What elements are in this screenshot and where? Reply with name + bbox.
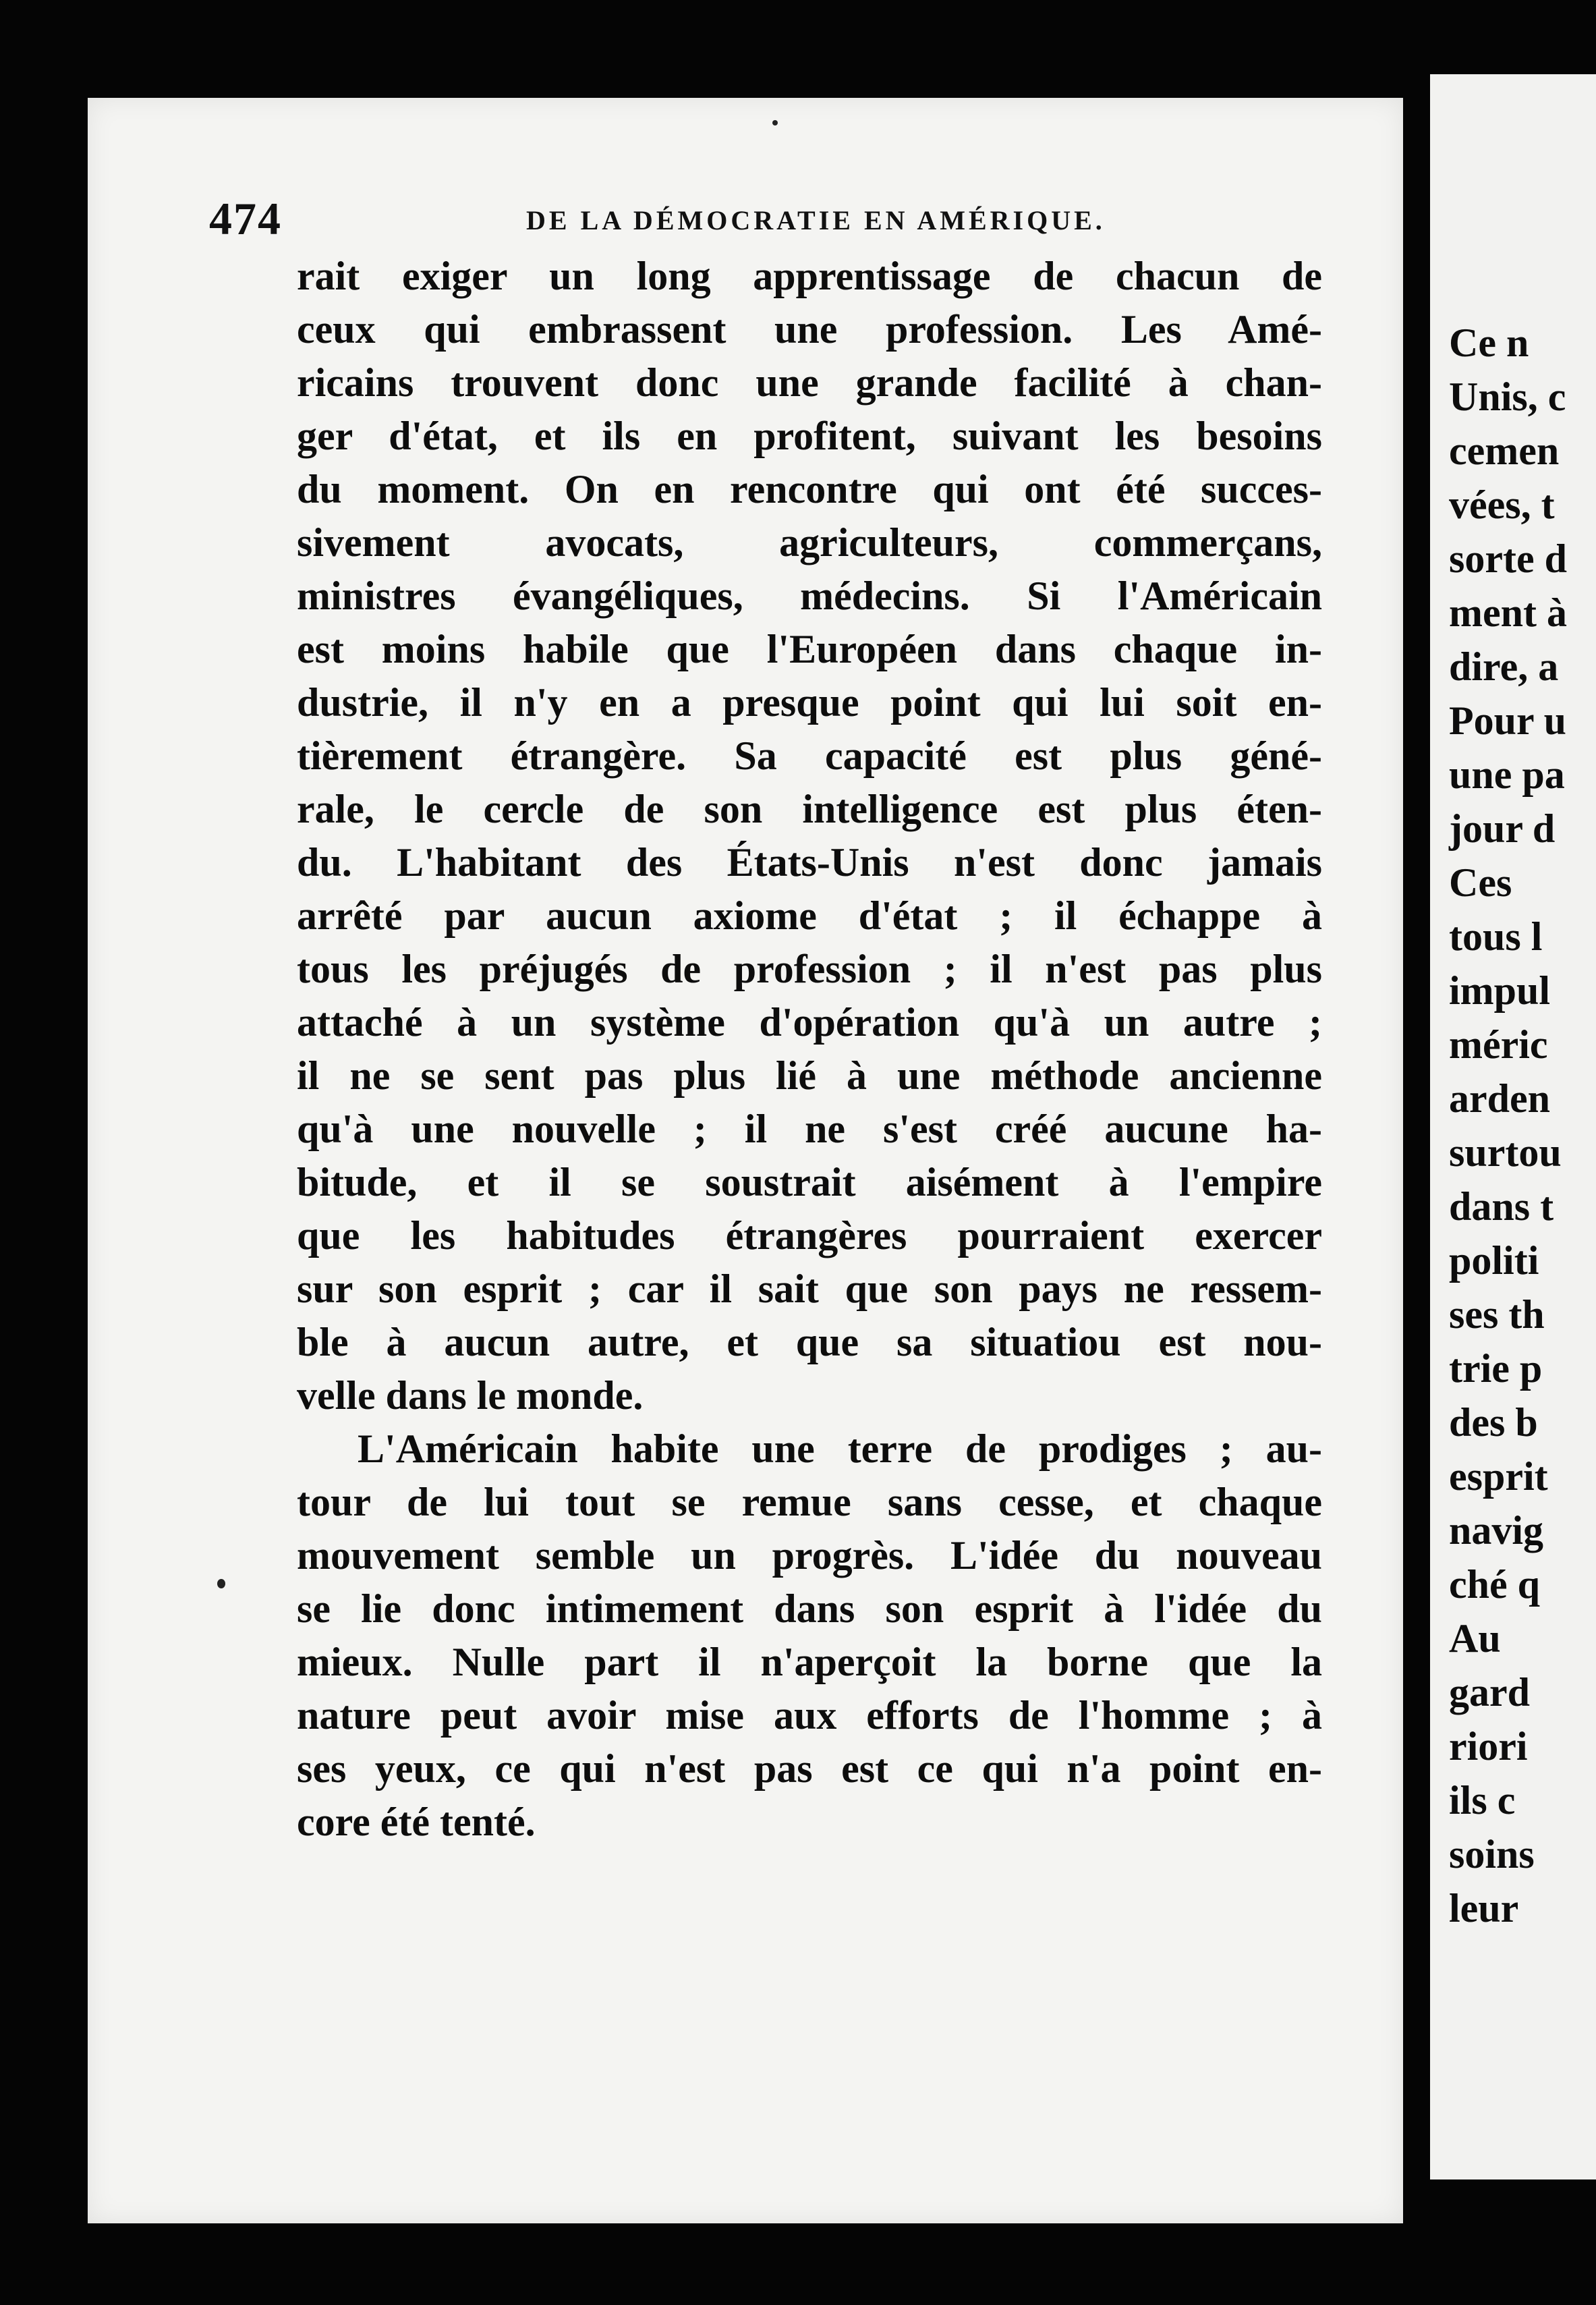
right-page-line: trie p xyxy=(1449,1346,1543,1391)
paragraph xyxy=(297,250,1322,1422)
right-page-line: Ce n xyxy=(1449,321,1529,365)
text-line: tour de lui tout se remue sans cesse, et chaque xyxy=(297,1480,1322,1524)
right-page-line: Pour u xyxy=(1449,698,1566,743)
text-line: sivement avocats, agriculteurs, commerçans, xyxy=(297,520,1322,565)
right-page-line: arden xyxy=(1449,1076,1550,1121)
right-page-line: sorte d xyxy=(1449,536,1567,581)
text-line: tièrement étrangère. Sa capacité est plus géné- xyxy=(297,733,1322,778)
text-line: tous les préjugés de profession ; il n'est pas plus xyxy=(297,947,1322,991)
text-line: ricains trouvent donc une grande facilité à chan- xyxy=(297,360,1322,405)
text-line: dustrie, il n'y en a presque point qui lui soit en- xyxy=(297,680,1322,725)
right-page-line: ment à xyxy=(1449,590,1567,635)
text-line: attaché à un système d'opération qu'à un autre ; xyxy=(297,1000,1322,1045)
text-line: il ne se sent pas plus lié à une méthode ancienne xyxy=(297,1053,1322,1098)
text-line: est moins habile que l'Européen dans chaque in- xyxy=(297,627,1322,671)
right-page-line: esprit xyxy=(1449,1454,1548,1499)
text-line: rait exiger un long apprentissage de chacun de xyxy=(297,254,1322,298)
text-line: mouvement semble un progrès. L'idée du nouveau xyxy=(297,1533,1322,1578)
right-page-line: Ces xyxy=(1449,860,1512,905)
text-line: velle dans le monde. xyxy=(297,1373,644,1418)
right-page-fragment xyxy=(1430,74,1596,2179)
right-page-line: une pa xyxy=(1449,752,1565,797)
right-page-line: surtou xyxy=(1449,1130,1562,1175)
text-line: ble à aucun autre, et que sa situatiou est nou- xyxy=(297,1320,1322,1364)
paragraph xyxy=(297,1422,1322,1849)
right-page-line: Unis, c xyxy=(1449,374,1566,419)
text-line: se lie donc intimement dans son esprit à l'idée du xyxy=(297,1586,1322,1631)
text-line: L'Américain habite une terre de prodiges ; au- xyxy=(358,1426,1322,1471)
right-page-line: cemen xyxy=(1449,428,1560,473)
right-page-line: navig xyxy=(1449,1508,1544,1553)
body-text xyxy=(297,250,1322,1849)
page-number: 474 xyxy=(209,193,282,244)
text-line: qu'à une nouvelle ; il ne s'est créé aucune ha- xyxy=(297,1107,1322,1151)
text-line: ministres évangéliques, médecins. Si l'Américain xyxy=(297,574,1322,618)
running-head xyxy=(209,192,1153,253)
text-line: arrêté par aucun axiome d'état ; il échappe à xyxy=(297,893,1322,938)
text-line: bitude, et il se soustrait aisément à l'empire xyxy=(297,1160,1322,1204)
right-page-line: soins xyxy=(1449,1832,1535,1877)
right-page-line: des b xyxy=(1449,1400,1538,1445)
right-page-line: ché q xyxy=(1449,1562,1540,1607)
right-page-line: riori xyxy=(1449,1724,1528,1769)
text-line: que les habitudes étrangères pourraient exercer xyxy=(297,1213,1322,1258)
text-line: ses yeux, ce qui n'est pas est ce qui n'a point en- xyxy=(297,1746,1322,1791)
text-line: du moment. On en rencontre qui ont été succes- xyxy=(297,467,1322,511)
right-page-line: vées, t xyxy=(1449,482,1555,527)
text-line: ceux qui embrassent une profession. Les Amé- xyxy=(297,307,1322,352)
right-page-line: dans t xyxy=(1449,1184,1554,1229)
text-line: mieux. Nulle part il n'aperçoit la borne que la xyxy=(297,1640,1322,1684)
right-page-line: ils c xyxy=(1449,1778,1516,1823)
right-page-line: gard xyxy=(1449,1670,1530,1715)
text-line: core été tenté. xyxy=(297,1800,536,1844)
right-page-line: méric xyxy=(1449,1022,1548,1067)
running-head-title: DE LA DÉMOCRATIE EN AMÉRIQUE. xyxy=(526,205,1106,235)
text-line: rale, le cercle de son intelligence est plus éten- xyxy=(297,787,1322,831)
text-line: ger d'état, et ils en profitent, suivant les besoins xyxy=(297,414,1322,458)
right-page-line: Au xyxy=(1449,1616,1501,1661)
text-line: du. L'habitant des États-Unis n'est donc jamais xyxy=(297,840,1322,885)
right-page-line: jour d xyxy=(1449,806,1556,851)
right-page-line: dire, a xyxy=(1449,644,1559,689)
right-page-line: leur xyxy=(1449,1886,1519,1931)
right-page-line: ses th xyxy=(1449,1292,1545,1337)
right-page-lines xyxy=(1449,316,1567,1935)
ink-speck xyxy=(217,1579,225,1588)
right-page-line: politi xyxy=(1449,1238,1539,1283)
right-page-line: tous l xyxy=(1449,914,1543,959)
text-line: nature peut avoir mise aux efforts de l'homme ; à xyxy=(297,1693,1322,1738)
ink-speck xyxy=(772,120,778,126)
text-line: sur son esprit ; car il sait que son pays ne ressem- xyxy=(297,1267,1322,1311)
right-page-line: impul xyxy=(1449,968,1551,1013)
